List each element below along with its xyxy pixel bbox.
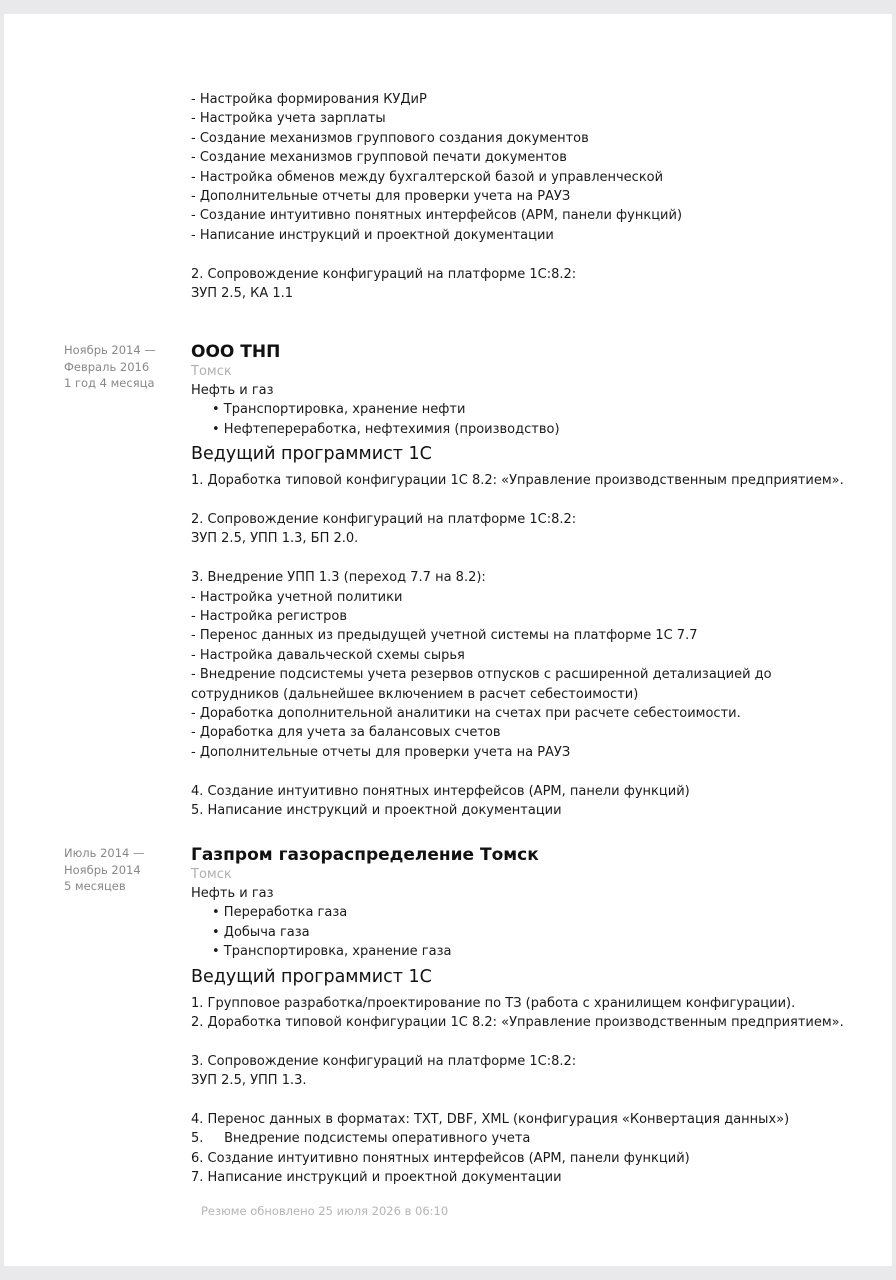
- position-title: Ведущий программист 1С: [191, 444, 432, 465]
- duty-line: - Настройка учета зарплаты: [191, 111, 386, 127]
- duty-line: - Доработка для учета за балансовых счетов: [191, 725, 501, 741]
- industry-item: • Транспортировка, хранение газа: [212, 944, 452, 960]
- duty-line: 4. Создание интуитивно понятных интерфейсов (АРМ, панели функций): [191, 783, 690, 799]
- position-title: Ведущий программист 1С: [191, 966, 432, 987]
- job-duration: 1 год 4 месяца: [64, 376, 155, 390]
- duty-line: 2. Доработка типовой конфигурации 1С 8.2: «Управление производственным предприятием».: [191, 1015, 844, 1031]
- duty-line: 1. Групповое разработка/проектирование по ТЗ (работа с хранилищем конфигурации).: [191, 995, 796, 1011]
- duty-line: 2. Сопровождение конфигураций на платформе 1С:8.2:: [191, 266, 577, 282]
- duty-line: - Дополнительные отчеты для проверки учета на РАУЗ: [191, 189, 571, 205]
- job-date-end: Ноябрь 2014: [64, 862, 141, 877]
- job-dates: [64, 342, 156, 392]
- company-name: ООО ТНП: [191, 342, 281, 362]
- industry-label: Нефть и газ: [191, 383, 274, 398]
- industry-item: • Нефтепереработка, нефтехимия (производство): [212, 421, 560, 437]
- duty-line: - Создание интуитивно понятных интерфейсов (АРМ, панели функций): [191, 208, 683, 224]
- duty-line: ЗУП 2.5, КА 1.1: [191, 286, 294, 302]
- job-entry: [191, 341, 844, 820]
- duty-line: - Перенос данных из предыдущей учетной системы на платформе 1С 7.7: [191, 628, 698, 644]
- industry-label: Нефть и газ: [191, 886, 274, 901]
- duty-line: 5. Написание инструкций и проектной документации: [191, 803, 562, 819]
- job-duration: 5 месяцев: [64, 879, 126, 893]
- duty-line: - Написание инструкций и проектной документации: [191, 227, 554, 243]
- job-entry: [191, 844, 844, 1188]
- duty-line: 4. Перенос данных в форматах: TXT, DBF, XML (конфигурация «Конвертация данных»): [191, 1112, 790, 1128]
- duty-line: - Доработка дополнительной аналитики на счетах при расчете себестоимости.: [191, 706, 741, 722]
- duty-line: - Настройка формирования КУДиР: [191, 92, 427, 107]
- duty-line: сотрудников (дальнейшее включением в расчет себестоимости): [191, 686, 639, 702]
- industry-item: • Переработка газа: [212, 905, 348, 921]
- duty-line: - Создание механизмов группового создания документов: [191, 130, 589, 146]
- duty-line: 2. Сопровождение конфигураций на платформе 1С:8.2:: [191, 512, 577, 528]
- duty-line: - Настройка давальческой схемы сырья: [191, 647, 465, 663]
- duty-line: 3. Сопровождение конфигураций на платформе 1С:8.2:: [191, 1053, 577, 1069]
- job-date-start: Июль 2014 —: [64, 846, 145, 860]
- duty-line: 1. Доработка типовой конфигурации 1С 8.2: «Управление производственным предприятием».: [191, 473, 844, 489]
- duty-line: ЗУП 2.5, УПП 1.3, БП 2.0.: [191, 531, 359, 547]
- duty-line: - Настройка учетной политики: [191, 589, 403, 605]
- company-city: Томск: [191, 364, 232, 379]
- duty-line: 6. Создание интуитивно понятных интерфейсов (АРМ, панели функций): [191, 1150, 690, 1166]
- industry-item: • Транспортировка, хранение нефти: [212, 402, 466, 418]
- resume-updated-note: Резюме обновлено 25 июля 2026 в 06:10: [201, 1204, 449, 1218]
- duty-line: 5. Внедрение подсистемы оперативного учета: [191, 1131, 531, 1147]
- duty-line: - Внедрение подсистемы учета резервов отпусков с расширенной детализацией до: [191, 667, 772, 683]
- duty-line: 3. Внедрение УПП 1.3 (переход 7.7 на 8.2):: [191, 570, 486, 586]
- company-city: Томск: [191, 867, 232, 882]
- duty-line: - Создание механизмов групповой печати документов: [191, 150, 567, 166]
- duty-line: - Настройка регистров: [191, 609, 348, 625]
- industry-item: • Добыча газа: [212, 924, 310, 940]
- job-date-end: Февраль 2016: [64, 359, 150, 374]
- prev-job-duties: [191, 90, 682, 303]
- duty-line: ЗУП 2.5, УПП 1.3.: [191, 1073, 307, 1089]
- duty-line: 7. Написание инструкций и проектной документации: [191, 1170, 562, 1186]
- job-date-start: Ноябрь 2014 —: [64, 343, 156, 357]
- company-name: Газпром газораспределение Томск: [191, 845, 539, 865]
- duty-line: - Дополнительные отчеты для проверки учета на РАУЗ: [191, 744, 571, 760]
- duty-line: - Настройка обменов между бухгалтерской базой и управленческой: [191, 169, 664, 185]
- job-dates: [64, 845, 145, 895]
